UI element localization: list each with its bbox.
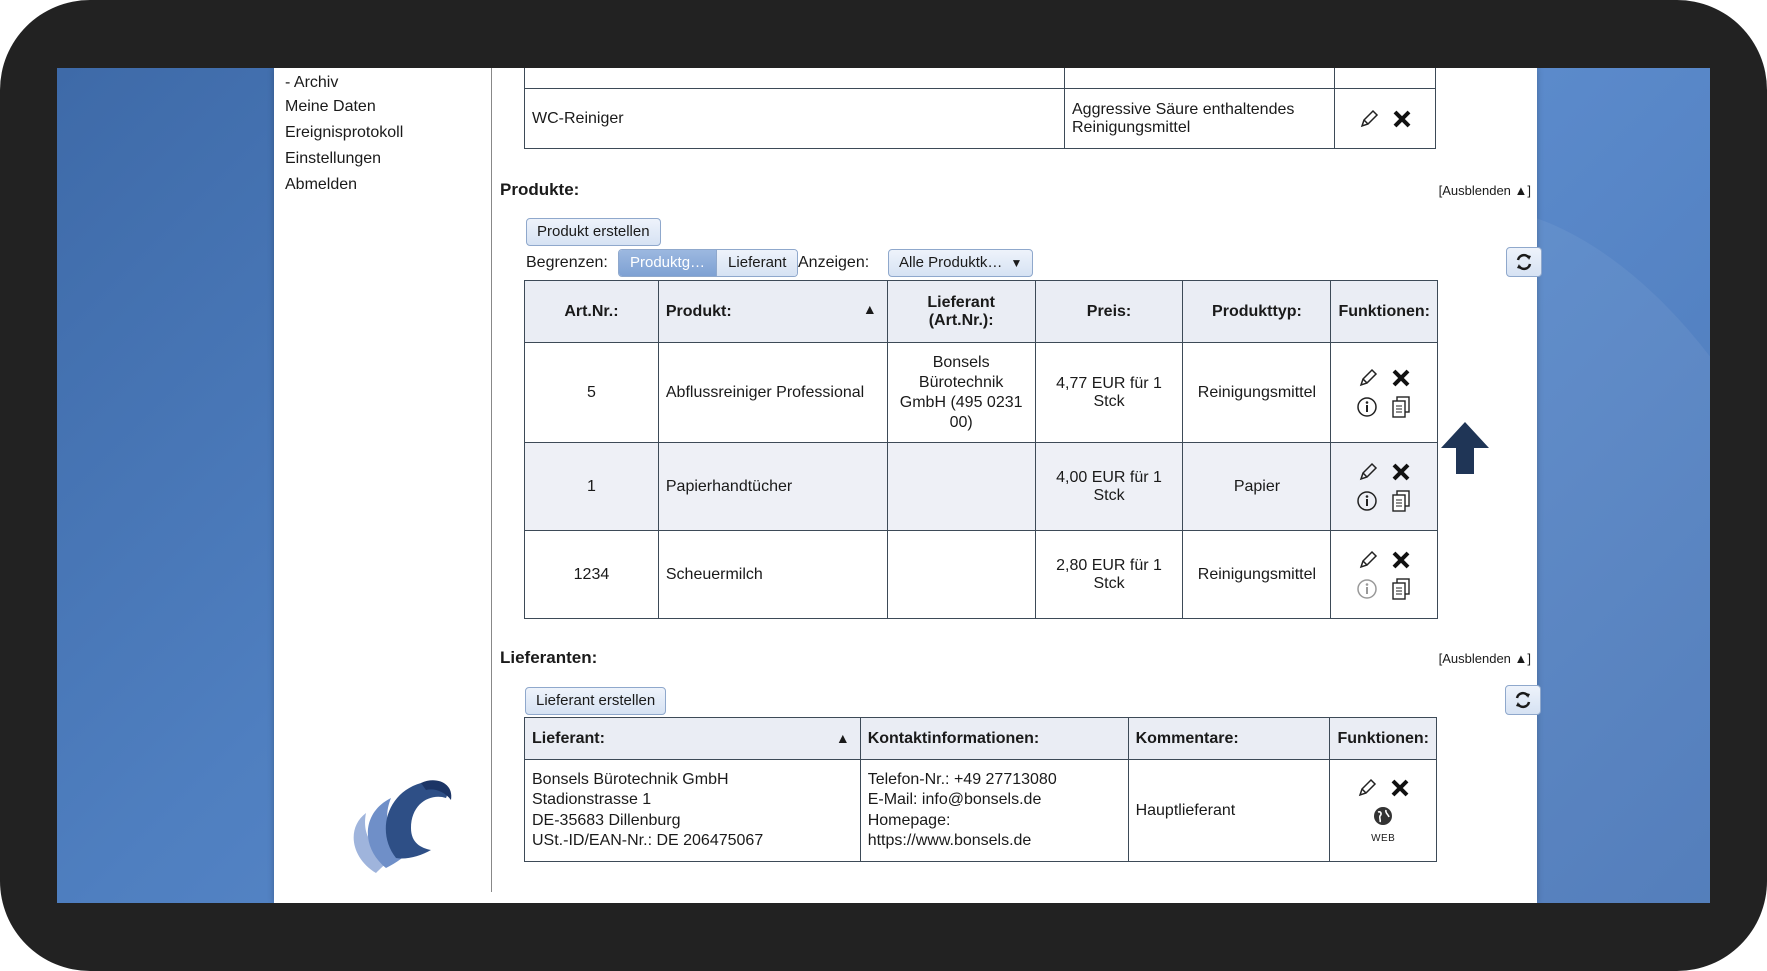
col-product[interactable] [658,281,887,343]
col-comments[interactable]: Kommentare: [1128,718,1330,760]
contact-phone: Telefon-Nr.: +49 27713080 [867,770,1057,788]
delete-x-icon[interactable] [1391,550,1411,570]
edit-pencil-icon[interactable] [1357,367,1379,389]
delete-x-icon[interactable] [1392,109,1412,129]
sidebar-item-meine-daten[interactable]: Meine Daten [285,98,376,115]
products-table [524,280,1438,619]
delete-x-icon[interactable] [1391,368,1411,388]
sidebar [274,68,492,892]
supplier-vat: USt.-ID/EAN-Nr.: DE 206475067 [532,832,764,849]
cell-type: Reinigungsmittel [1183,531,1331,619]
products-hide-link[interactable]: [Ausblenden ▲] [1438,183,1531,198]
functions-cell [1331,531,1438,619]
cell-product: Abflussreiniger Professional [658,343,887,443]
info-icon[interactable] [1356,578,1378,600]
table-header-row [525,281,1438,343]
table-row [525,89,1436,149]
copy-document-icon[interactable] [1390,577,1412,601]
col-price[interactable]: Preis: [1035,281,1183,343]
product-type-select[interactable] [888,249,1033,277]
copy-document-icon[interactable] [1390,395,1412,419]
sidebar-item-ereignisprotokoll[interactable]: Ereignisprotokoll [285,124,404,141]
cell-supplier-address [525,760,861,862]
limit-toggle [618,249,798,277]
table-cell [1335,68,1436,89]
cell-price: 2,80 EUR für 1 Stck [1035,531,1183,619]
contact-email: E-Mail: info@bonsels.de [867,791,1042,808]
col-contact[interactable]: Kontaktinformationen: [860,718,1128,760]
col-supplier-name[interactable] [525,718,861,760]
cell-product: Papierhandtücher [658,443,887,531]
create-supplier-button[interactable]: Lieferant erstellen [525,687,666,715]
cell-comment: Hauptlieferant [1128,760,1330,862]
cell-product: Scheuermilch [658,531,887,619]
contact-homepage-link[interactable]: https://www.bonsels.de [867,832,1032,849]
supplier-street: Stadionstrasse 1 [532,791,652,808]
show-label: Anzeigen: [798,254,870,271]
cell-price: 4,77 EUR für 1 Stck [1035,343,1183,443]
edit-pencil-icon[interactable] [1357,549,1379,571]
col-functions: Funktionen: [1330,718,1437,760]
suppliers-section-title: Lieferanten: [500,648,598,667]
cell-supplier: Bonsels Bürotechnik GmbH (495 0231 00) [887,343,1035,443]
cell-supplier [887,531,1035,619]
cell-contact [860,760,1128,862]
col-supplier[interactable]: Lieferant (Art.Nr.): [887,281,1035,343]
suppliers-hide-link[interactable]: [Ausblenden ▲] [1438,651,1531,666]
edit-pencil-icon[interactable] [1357,461,1379,483]
product-type-table [524,68,1436,149]
sort-ascending-icon: ▲ [862,301,877,317]
cell-type: Papier [1183,443,1331,531]
refresh-icon [1514,252,1534,272]
sort-ascending-icon: ▲ [835,730,850,746]
copy-document-icon[interactable] [1390,489,1412,513]
products-section-title: Produkte: [500,180,580,199]
supplier-name: Bonsels Bürotechnik GmbH [532,770,729,788]
table-row [525,760,1437,862]
delete-x-icon[interactable] [1390,778,1410,798]
supplier-city: DE-35683 Dillenburg [532,811,681,829]
cell-artnr: 5 [525,343,659,443]
table-row [525,343,1438,443]
functions-cell [1331,443,1438,531]
table-cell [525,68,1065,89]
col-type[interactable]: Produkttyp: [1183,281,1331,343]
desktop-background [57,68,1710,903]
app-window [274,68,1537,903]
col-product-label: Produkt: [665,302,732,320]
limit-option-product-group[interactable]: Produktg… [619,250,716,276]
sidebar-item-archiv[interactable]: - Archiv [285,74,339,91]
cell-type: Reinigungsmittel [1183,343,1331,443]
suppliers-table [524,717,1437,862]
limit-option-supplier[interactable]: Lieferant [716,250,797,276]
cell-supplier [887,443,1035,531]
delete-x-icon[interactable] [1391,462,1411,482]
table-header-row [525,718,1437,760]
info-icon[interactable] [1356,396,1378,418]
table-row [525,531,1438,619]
functions-cell [1330,760,1437,862]
contact-homepage-label: Homepage: [867,811,951,829]
chevron-down-icon: ▼ [1010,256,1023,270]
globe-icon[interactable] [1372,805,1394,827]
col-supplier-name-label: Lieferant: [532,729,605,747]
functions-cell [1331,343,1438,443]
col-functions: Funktionen: [1331,281,1438,343]
col-artnr[interactable]: Art.Nr.: [525,281,659,343]
product-type-select-value: Alle Produktk… [899,254,1003,271]
functions-cell [1335,89,1436,149]
sidebar-item-einstellungen[interactable]: Einstellungen [285,150,382,167]
web-label[interactable]: WEB [1371,833,1396,844]
suppliers-refresh-button[interactable] [1505,685,1541,715]
cell-artnr: 1 [525,443,659,531]
create-product-button[interactable]: Produkt erstellen [526,218,661,246]
table-row [525,443,1438,531]
type-description: Aggressive Säure enthaltendes Reinigungsmittel [1065,89,1335,149]
main-content [492,68,1537,903]
table-cell [1065,68,1335,89]
refresh-icon [1513,690,1533,710]
info-icon[interactable] [1356,490,1378,512]
sidebar-item-abmelden[interactable]: Abmelden [285,176,358,193]
cell-artnr: 1234 [525,531,659,619]
cell-price: 4,00 EUR für 1 Stck [1035,443,1183,531]
products-refresh-button[interactable] [1506,247,1542,277]
app-logo [336,758,466,888]
edit-pencil-icon[interactable] [1356,777,1378,799]
type-name: WC-Reiniger [525,89,1065,149]
limit-label: Begrenzen: [526,254,608,271]
tutorial-arrow-up-icon [1437,420,1493,476]
edit-pencil-icon[interactable] [1358,108,1380,130]
